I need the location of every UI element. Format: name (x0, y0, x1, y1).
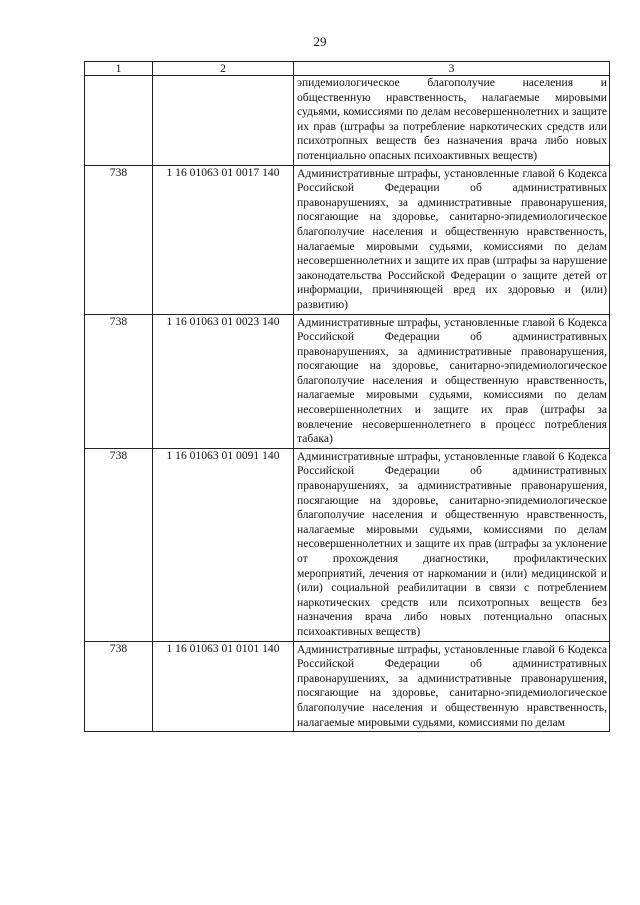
header-col-2: 2 (153, 62, 294, 76)
budget-code-cell: 1 16 01063 01 0017 140 (153, 165, 294, 314)
description-cell: Административные штрафы, установленные главой 6 Кодекса Российской Федерации об административных правонарушениях, за административные правонарушения, посягающие на здоровье, санитарно-эпидемиологическое благополучие населения и общественную нравственность, налагаемые мировыми судьями, комиссиями по делам (294, 641, 610, 732)
table-row (85, 314, 610, 448)
admin-code-cell: 738 (85, 641, 153, 732)
admin-code-cell: 738 (85, 314, 153, 448)
table-row (85, 448, 610, 641)
admin-code-cell: 738 (85, 165, 153, 314)
description-cell: Административные штрафы, установленные главой 6 Кодекса Российской Федерации об административных правонарушениях, за административные правонарушения, посягающие на здоровье, санитарно-эпидемиологическое благополучие населения и общественную нравственность, налагаемые мировыми судьями, комиссиями по делам несовершеннолетних и защите их прав (штрафы за уклонение от прохождения диагностики, профилактических мероприятий, лечения от наркомании и (или) медицинской и (или) социальной реабилитации в связи с потреблением наркотических средств или психотропных веществ без назначения врача либо новых потенциально опасных психоактивных веществ) (294, 448, 610, 641)
admin-code-cell: 738 (85, 448, 153, 641)
admin-code-cell (85, 76, 153, 166)
header-col-3: 3 (294, 62, 610, 76)
budget-code-cell: 1 16 01063 01 0091 140 (153, 448, 294, 641)
description-cell: эпидемиологическое благополучие населения и общественную нравственность, налагаемые мировыми судьями, комиссиями по делам несовершеннолетних и защите их прав (штрафы за потребление наркотических средств или психотропных веществ без назначения врача либо новых потенциально опасных психоактивных веществ) (294, 76, 610, 166)
table-row (85, 76, 610, 166)
description-cell: Административные штрафы, установленные главой 6 Кодекса Российской Федерации об административных правонарушениях, за административные правонарушения, посягающие на здоровье, санитарно-эпидемиологическое благополучие населения и общественную нравственность, налагаемые мировыми судьями, комиссиями по делам несовершеннолетних и защите их прав (штрафы за вовлечение несовершеннолетнего в процесс потребления табака) (294, 314, 610, 448)
budget-code-cell (153, 76, 294, 166)
description-cell: Административные штрафы, установленные главой 6 Кодекса Российской Федерации об административных правонарушениях, за административные правонарушения, посягающие на здоровье, санитарно-эпидемиологическое благополучие населения и общественную нравственность, налагаемые мировыми судьями, комиссиями по делам несовершеннолетних и защите их прав (штрафы за нарушение законодательства Российской Федерации о защите детей от информации, причиняющей вред их здоровью и (или) развитию) (294, 165, 610, 314)
budget-codes-table (84, 61, 610, 732)
table-row (85, 165, 610, 314)
table-row (85, 641, 610, 732)
budget-code-cell: 1 16 01063 01 0023 140 (153, 314, 294, 448)
table-header-row (85, 62, 610, 76)
page-number: 29 (313, 34, 327, 49)
budget-code-cell: 1 16 01063 01 0101 140 (153, 641, 294, 732)
header-col-1: 1 (85, 62, 153, 76)
